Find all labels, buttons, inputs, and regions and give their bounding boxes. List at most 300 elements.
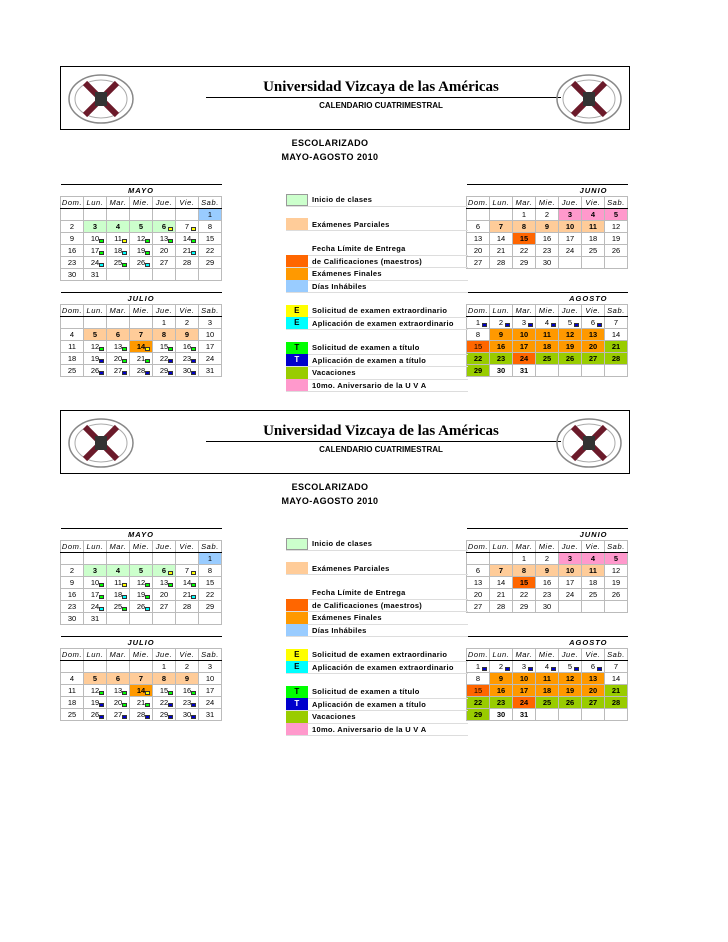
day-cell: 20 [107,353,130,365]
day-cell: 3 [84,221,107,233]
legend-row: E Aplicación de examen extraordinario [286,318,468,331]
day-cell: 29 [153,365,176,377]
day-cell: 17 [199,341,222,353]
weekday-header: Jue. [153,541,176,553]
weekday-header: Mar. [513,541,536,553]
day-cell: 11 [582,221,605,233]
day-cell: 22 [513,589,536,601]
event-marker [145,583,150,587]
event-marker [191,595,196,599]
day-cell: 26 [130,601,153,613]
event-marker [145,715,150,719]
day-cell: 2 [61,221,84,233]
day-cell: 25 [107,601,130,613]
event-marker [191,359,196,363]
day-cell: 10 [513,673,536,685]
day-cell: 17 [559,233,582,245]
day-cell: 30 [536,257,559,269]
month-table-june [466,184,628,269]
day-cell: 30 [536,601,559,613]
day-cell: 15 [513,577,536,589]
event-marker [551,667,556,671]
day-cell: 5 [559,317,582,329]
month-name: MAYO [61,529,222,541]
day-cell: 21 [490,589,513,601]
swatch-entrega [286,599,308,611]
day-cell: 25 [536,353,559,365]
event-marker [99,595,104,599]
day-cell: 20 [153,589,176,601]
event-marker [99,251,104,255]
swatch-parciales [286,562,308,574]
month-table-july [60,292,222,377]
legend-row: Vacaciones [286,367,468,380]
legend-row: Fecha Límite de Entrega [286,243,468,256]
event-marker [145,251,150,255]
weekday-header: Mar. [107,305,130,317]
period-heading [250,136,410,164]
swatch-titulo-apl: T [286,354,308,366]
day-cell: 30 [61,613,84,625]
swatch-finales [286,612,308,624]
day-cell: 31 [199,365,222,377]
day-cell: 29 [513,601,536,613]
day-cell: 24 [199,353,222,365]
event-marker [122,691,127,695]
event-marker [574,667,579,671]
day-cell: 10 [199,673,222,685]
day-cell: 4 [61,329,84,341]
weekday-header: Dom. [467,542,489,551]
day-cell: 7 [176,221,199,233]
swatch-titulo-sol: T [286,686,308,698]
event-marker [191,691,196,695]
event-marker [168,583,173,587]
day-cell: 7 [490,565,513,577]
day-cell: 21 [176,589,199,601]
day-cell: 8 [467,329,490,341]
day-cell: 23 [536,245,559,257]
weekday-header: Jue. [559,541,582,553]
day-cell: 23 [536,589,559,601]
day-cell: 29 [467,365,490,377]
day-cell: 12 [84,685,107,697]
weekday-header: Dom. [467,198,489,207]
day-cell: 25 [61,709,84,721]
day-cell: 23 [176,697,199,709]
day-cell: 28 [605,697,628,709]
legend-row: 10mo. Aniversario de la U V A [286,380,468,393]
day-cell: 7 [176,565,199,577]
day-cell: 10 [559,565,582,577]
weekday-header: Vie. [582,197,605,209]
weekday-header: Mie. [130,541,153,553]
day-cell: 13 [107,341,130,353]
day-cell: 4 [536,317,559,329]
month-name: JULIO [61,293,222,305]
day-cell: 23 [61,601,84,613]
legend-row: 10mo. Aniversario de la U V A [286,724,468,737]
day-cell: 22 [153,353,176,365]
weekday-header: Dom. [61,650,83,659]
day-cell: 27 [467,601,490,613]
day-cell: 13 [582,673,605,685]
day-cell: 11 [536,673,559,685]
day-cell: 3 [513,661,536,673]
day-cell: 2 [176,661,199,673]
day-cell: 17 [559,577,582,589]
weekday-header: Jue. [153,197,176,209]
weekday-header: Dom. [467,306,489,315]
event-marker [505,667,510,671]
title-rule [206,441,561,442]
day-cell: 20 [582,685,605,697]
day-cell: 9 [490,673,513,685]
day-cell: 12 [130,233,153,245]
swatch-aniversario [286,723,308,735]
day-cell: 27 [107,365,130,377]
weekday-header: Sab. [605,649,628,661]
day-cell: 16 [536,577,559,589]
weekday-header: Sab. [199,541,222,553]
event-marker [122,263,127,267]
university-logo [555,417,623,469]
event-marker [99,583,104,587]
weekday-header: Sab. [605,197,628,209]
day-cell: 8 [153,673,176,685]
day-cell: 23 [176,353,199,365]
day-cell: 21 [605,685,628,697]
period: MAYO-AGOSTO 2010 [281,496,379,506]
day-cell: 6 [107,329,130,341]
day-cell: 8 [153,329,176,341]
day-cell: 26 [84,365,107,377]
day-cell: 27 [467,257,490,269]
legend-row: Vacaciones [286,711,468,724]
legend-row: de Calificaciones (maestros) [286,600,468,613]
day-cell: 28 [130,709,153,721]
day-cell: 9 [176,673,199,685]
legend-row: Exámenes Parciales [286,563,468,576]
day-cell: 20 [467,589,490,601]
day-cell: 6 [582,317,605,329]
day-cell: 13 [153,233,176,245]
swatch-titulo-sol: T [286,342,308,354]
day-cell: 5 [84,673,107,685]
day-cell: 15 [467,685,490,697]
day-cell: 22 [513,245,536,257]
day-cell: 14 [605,329,628,341]
weekday-header: Mar. [513,197,536,209]
legend-row: Fecha Límite de Entrega [286,587,468,600]
day-cell: 18 [536,685,559,697]
day-cell: 18 [536,341,559,353]
day-cell: 23 [490,697,513,709]
day-cell: 26 [605,589,628,601]
swatch-inhabiles [286,280,308,292]
day-cell: 1 [199,209,222,221]
day-cell: 29 [199,257,222,269]
legend-row: T Aplicación de examen a título [286,699,468,712]
legend-row: Días Inhábiles [286,281,468,294]
day-cell: 11 [61,685,84,697]
day-cell: 28 [490,601,513,613]
event-marker [168,227,173,231]
day-cell: 17 [513,685,536,697]
event-marker [168,371,173,375]
day-cell: 27 [107,709,130,721]
swatch-titulo-apl: T [286,698,308,710]
day-cell: 1 [199,553,222,565]
event-marker [145,359,150,363]
modality: ESCOLARIZADO [291,482,369,492]
day-cell: 12 [559,673,582,685]
weekday-header: Jue. [559,197,582,209]
day-cell: 18 [61,697,84,709]
weekday-header: Vie. [176,541,199,553]
weekday-header: Mie. [130,305,153,317]
swatch-inicio [286,538,308,550]
event-marker [191,251,196,255]
day-cell: 24 [199,697,222,709]
event-marker [122,715,127,719]
day-cell: 27 [153,601,176,613]
day-cell: 6 [467,221,490,233]
event-marker [482,667,487,671]
day-cell: 6 [153,565,176,577]
event-marker [145,239,150,243]
weekday-header: Vie. [582,649,605,661]
day-cell: 6 [467,565,490,577]
weekday-header: Lun. [490,541,513,553]
day-cell: 30 [176,709,199,721]
day-cell: 14 [605,673,628,685]
event-marker [99,239,104,243]
day-cell: 16 [61,589,84,601]
day-cell: 3 [84,565,107,577]
day-cell: 19 [605,577,628,589]
university-title: Universidad Vizcaya de las Américas [263,423,499,439]
day-cell: 27 [582,697,605,709]
event-marker [168,715,173,719]
legend-row: E Solicitud de examen extraordinario [286,305,468,318]
day-cell: 15 [513,233,536,245]
month-name: AGOSTO [467,293,628,305]
day-cell: 3 [199,317,222,329]
day-cell: 16 [490,685,513,697]
day-cell: 12 [605,565,628,577]
event-marker [99,347,104,351]
weekday-header: Dom. [61,542,83,551]
weekday-header: Sab. [199,197,222,209]
weekday-header: Dom. [467,650,489,659]
university-logo [67,73,135,125]
day-cell: 31 [84,613,107,625]
event-marker [122,359,127,363]
event-marker [168,239,173,243]
legend-row: Exámenes Parciales [286,219,468,232]
day-cell: 30 [176,365,199,377]
day-cell: 20 [467,245,490,257]
day-cell: 14 [130,341,153,353]
legend-row: E Aplicación de examen extraordinario [286,662,468,675]
day-cell: 2 [490,317,513,329]
day-cell: 24 [513,353,536,365]
day-cell: 3 [199,661,222,673]
day-cell: 5 [559,661,582,673]
swatch-extra-sol: E [286,305,308,317]
event-marker [191,583,196,587]
month-name: JUNIO [467,529,628,541]
legend-row: E Solicitud de examen extraordinario [286,649,468,662]
legend-row: T Aplicación de examen a título [286,355,468,368]
swatch-aniversario [286,379,308,391]
event-marker [168,703,173,707]
day-cell: 20 [582,341,605,353]
day-cell: 18 [582,577,605,589]
day-cell: 26 [559,697,582,709]
weekday-header: Vie. [582,305,605,317]
day-cell: 14 [490,577,513,589]
event-marker [191,239,196,243]
day-cell: 10 [84,233,107,245]
swatch-extra-apl: E [286,317,308,329]
day-cell: 14 [490,233,513,245]
day-cell: 25 [582,589,605,601]
day-cell: 8 [467,673,490,685]
day-cell: 9 [536,565,559,577]
weekday-header: Mie. [130,649,153,661]
day-cell: 26 [84,709,107,721]
day-cell: 1 [513,209,536,221]
day-cell: 8 [513,565,536,577]
day-cell: 11 [582,565,605,577]
swatch-inhabiles [286,624,308,636]
day-cell: 4 [582,209,605,221]
day-cell: 19 [605,233,628,245]
weekday-header: Mie. [536,649,559,661]
day-cell: 16 [490,341,513,353]
day-cell: 10 [513,329,536,341]
event-marker [168,691,173,695]
weekday-header: Sab. [605,541,628,553]
weekday-header: Vie. [176,649,199,661]
day-cell: 28 [176,601,199,613]
swatch-vacaciones [286,711,308,723]
day-cell: 26 [559,353,582,365]
day-cell: 31 [513,365,536,377]
day-cell: 15 [199,577,222,589]
day-cell: 28 [490,257,513,269]
day-cell: 17 [84,589,107,601]
weekday-header: Jue. [153,305,176,317]
event-marker [168,347,173,351]
legend-row: Exámenes Finales [286,612,468,625]
day-cell: 29 [513,257,536,269]
swatch-entrega [286,255,308,267]
day-cell: 1 [153,317,176,329]
weekday-header: Lun. [84,197,107,209]
month-name: JUNIO [467,185,628,197]
day-cell: 5 [130,221,153,233]
day-cell: 24 [513,697,536,709]
day-cell: 7 [605,317,628,329]
day-cell: 29 [153,709,176,721]
day-cell: 21 [130,353,153,365]
event-marker [122,251,127,255]
day-cell: 6 [153,221,176,233]
event-marker [145,263,150,267]
day-cell: 9 [490,329,513,341]
day-cell: 19 [84,697,107,709]
day-cell: 25 [536,697,559,709]
weekday-header: Mar. [107,649,130,661]
day-cell: 29 [467,709,490,721]
day-cell: 3 [513,317,536,329]
day-cell: 9 [536,221,559,233]
day-cell: 1 [467,317,490,329]
day-cell: 12 [559,329,582,341]
legend-row: T Solicitud de examen a título [286,686,468,699]
day-cell: 9 [61,577,84,589]
day-cell: 22 [153,697,176,709]
weekday-header: Jue. [559,649,582,661]
day-cell: 16 [176,341,199,353]
swatch-extra-sol: E [286,649,308,661]
day-cell: 21 [130,697,153,709]
weekday-header: Mar. [513,305,536,317]
day-cell: 2 [536,553,559,565]
day-cell: 2 [61,565,84,577]
day-cell: 9 [61,233,84,245]
day-cell: 6 [107,673,130,685]
month-table-may [60,528,222,625]
event-marker [145,607,150,611]
weekday-header: Lun. [84,305,107,317]
day-cell: 7 [605,661,628,673]
day-cell: 31 [199,709,222,721]
day-cell: 27 [582,353,605,365]
event-marker [122,595,127,599]
day-cell: 19 [130,245,153,257]
weekday-header: Sab. [199,305,222,317]
day-cell: 19 [559,341,582,353]
event-marker [168,571,173,575]
swatch-inicio [286,194,308,206]
day-cell: 25 [582,245,605,257]
day-cell: 13 [153,577,176,589]
month-name: AGOSTO [467,637,628,649]
event-marker [99,691,104,695]
day-cell: 27 [153,257,176,269]
legend-row: T Solicitud de examen a título [286,342,468,355]
day-cell: 14 [176,577,199,589]
event-marker [122,607,127,611]
day-cell: 30 [490,365,513,377]
day-cell: 7 [130,673,153,685]
day-cell: 4 [582,553,605,565]
day-cell: 19 [84,353,107,365]
weekday-header: Lun. [490,197,513,209]
day-cell: 23 [490,353,513,365]
swatch-extra-apl: E [286,661,308,673]
day-cell: 16 [536,233,559,245]
event-marker [191,227,196,231]
weekday-header: Sab. [199,649,222,661]
day-cell: 4 [61,673,84,685]
day-cell: 28 [176,257,199,269]
day-cell: 13 [467,233,490,245]
